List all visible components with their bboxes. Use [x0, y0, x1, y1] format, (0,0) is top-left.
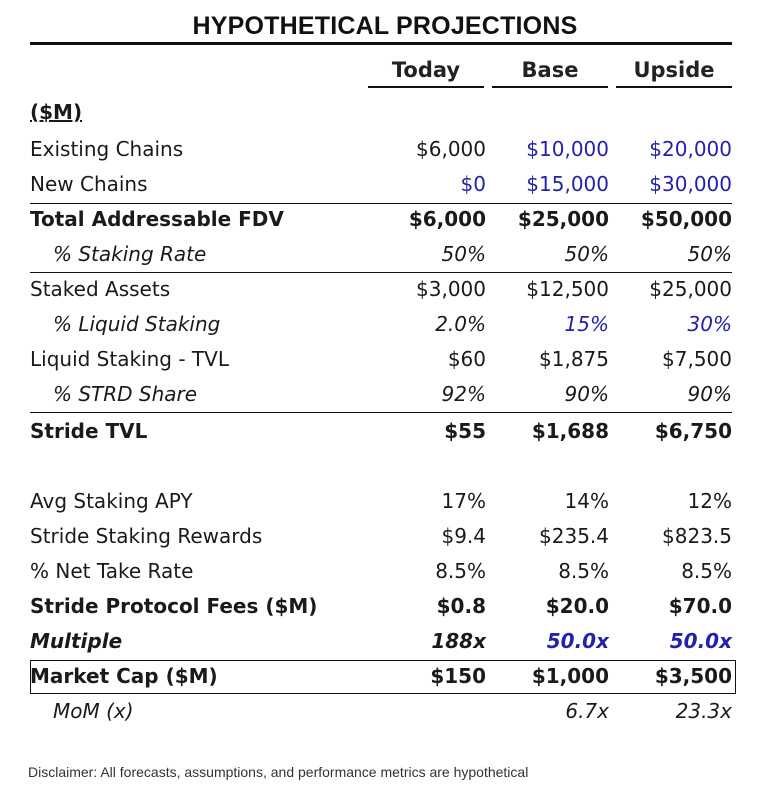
table-row — [30, 625, 732, 660]
column-header-today — [368, 58, 484, 86]
cell-today: $150 — [430, 664, 486, 688]
cell-today: $60 — [447, 347, 486, 371]
row-separator — [30, 412, 732, 413]
page-title: HYPOTHETICAL PROJECTIONS — [192, 12, 578, 40]
cell-upside: $50,000 — [640, 207, 732, 231]
row-label: MoM (x) — [53, 699, 134, 723]
title-rule — [30, 42, 732, 45]
table-row — [30, 695, 732, 730]
cell-base: 50% — [564, 242, 609, 266]
table-row — [30, 415, 732, 450]
table-row — [30, 485, 732, 520]
row-label: New Chains — [30, 172, 148, 196]
table-row — [30, 168, 732, 203]
table-row — [30, 590, 732, 625]
table-row — [30, 273, 732, 308]
cell-base: 8.5% — [558, 559, 609, 583]
cell-upside: $25,000 — [649, 277, 732, 301]
cell-today: $6,000 — [416, 137, 486, 161]
cell-today: 50% — [441, 242, 486, 266]
cell-base: $12,500 — [526, 277, 609, 301]
cell-today: $9.4 — [441, 524, 486, 548]
cell-base: $235.4 — [539, 524, 609, 548]
cell-base: 90% — [564, 382, 609, 406]
cell-today: 188x — [431, 629, 486, 653]
cell-upside: 50% — [687, 242, 732, 266]
row-label: Staked Assets — [30, 277, 171, 301]
row-label: % Staking Rate — [53, 242, 207, 266]
cell-upside: 90% — [687, 382, 732, 406]
cell-today: 2.0% — [435, 312, 486, 336]
cell-base: $25,000 — [517, 207, 609, 231]
cell-upside: 23.3x — [675, 699, 732, 723]
market-cap-highlight-box — [30, 660, 736, 694]
cell-base: $1,688 — [531, 419, 609, 443]
column-header-label: Today — [391, 58, 461, 82]
cell-today: 92% — [441, 382, 486, 406]
cell-today: $0.8 — [436, 594, 486, 618]
column-header-upside — [616, 58, 732, 86]
cell-base: 50.0x — [546, 629, 609, 653]
row-label: Liquid Staking - TVL — [30, 347, 229, 371]
cell-upside: $20,000 — [649, 137, 732, 161]
column-header-label: Base — [521, 58, 579, 82]
cell-upside: 12% — [687, 489, 732, 513]
cell-base: $15,000 — [526, 172, 609, 196]
cell-today: $0 — [460, 172, 486, 196]
cell-today: $3,000 — [416, 277, 486, 301]
row-label: Total Addressable FDV — [30, 207, 284, 231]
cell-today: 17% — [441, 489, 486, 513]
table-row — [30, 133, 732, 168]
table-row — [30, 308, 732, 343]
table-row — [30, 555, 732, 590]
cell-base: 6.7x — [565, 699, 609, 723]
cell-base: $1,875 — [539, 347, 609, 371]
row-label: Avg Staking APY — [30, 489, 193, 513]
cell-upside: $30,000 — [649, 172, 732, 196]
cell-upside: 8.5% — [681, 559, 732, 583]
cell-upside: $7,500 — [662, 347, 732, 371]
column-header-base — [492, 58, 608, 86]
cell-today: $55 — [444, 419, 486, 443]
disclaimer: Disclaimer: All forecasts, assumptions, and performance metrics are hypothetical — [28, 764, 529, 780]
cell-upside: $6,750 — [654, 419, 732, 443]
row-label: % STRD Share — [53, 382, 198, 406]
cell-upside: $823.5 — [662, 524, 732, 548]
table-row — [30, 343, 732, 378]
row-label: Stride Staking Rewards — [30, 524, 263, 548]
cell-upside: $3,500 — [654, 664, 732, 688]
cell-upside: 50.0x — [669, 629, 732, 653]
row-label: Existing Chains — [30, 137, 184, 161]
cell-base: 15% — [564, 312, 609, 336]
row-label: Multiple — [30, 629, 123, 653]
row-separator — [30, 203, 732, 204]
row-label: % Liquid Staking — [53, 312, 221, 336]
row-label: Stride Protocol Fees ($M) — [30, 594, 318, 618]
table-row — [30, 378, 732, 413]
row-label: Market Cap ($M) — [30, 664, 218, 688]
cell-base: $1,000 — [531, 664, 609, 688]
table-row — [30, 238, 732, 273]
column-header-label: Upside — [633, 58, 715, 82]
cell-upside: 30% — [687, 312, 732, 336]
table-row — [30, 520, 732, 555]
unit-label: ($M) — [30, 100, 83, 124]
cell-today: $6,000 — [408, 207, 486, 231]
table-row — [30, 203, 732, 238]
cell-base: 14% — [564, 489, 609, 513]
cell-base: $10,000 — [526, 137, 609, 161]
row-separator — [30, 272, 732, 273]
cell-base: $20.0 — [545, 594, 609, 618]
row-label: % Net Take Rate — [30, 559, 194, 583]
row-label: Stride TVL — [30, 419, 148, 443]
cell-upside: $70.0 — [668, 594, 732, 618]
cell-today: 8.5% — [435, 559, 486, 583]
